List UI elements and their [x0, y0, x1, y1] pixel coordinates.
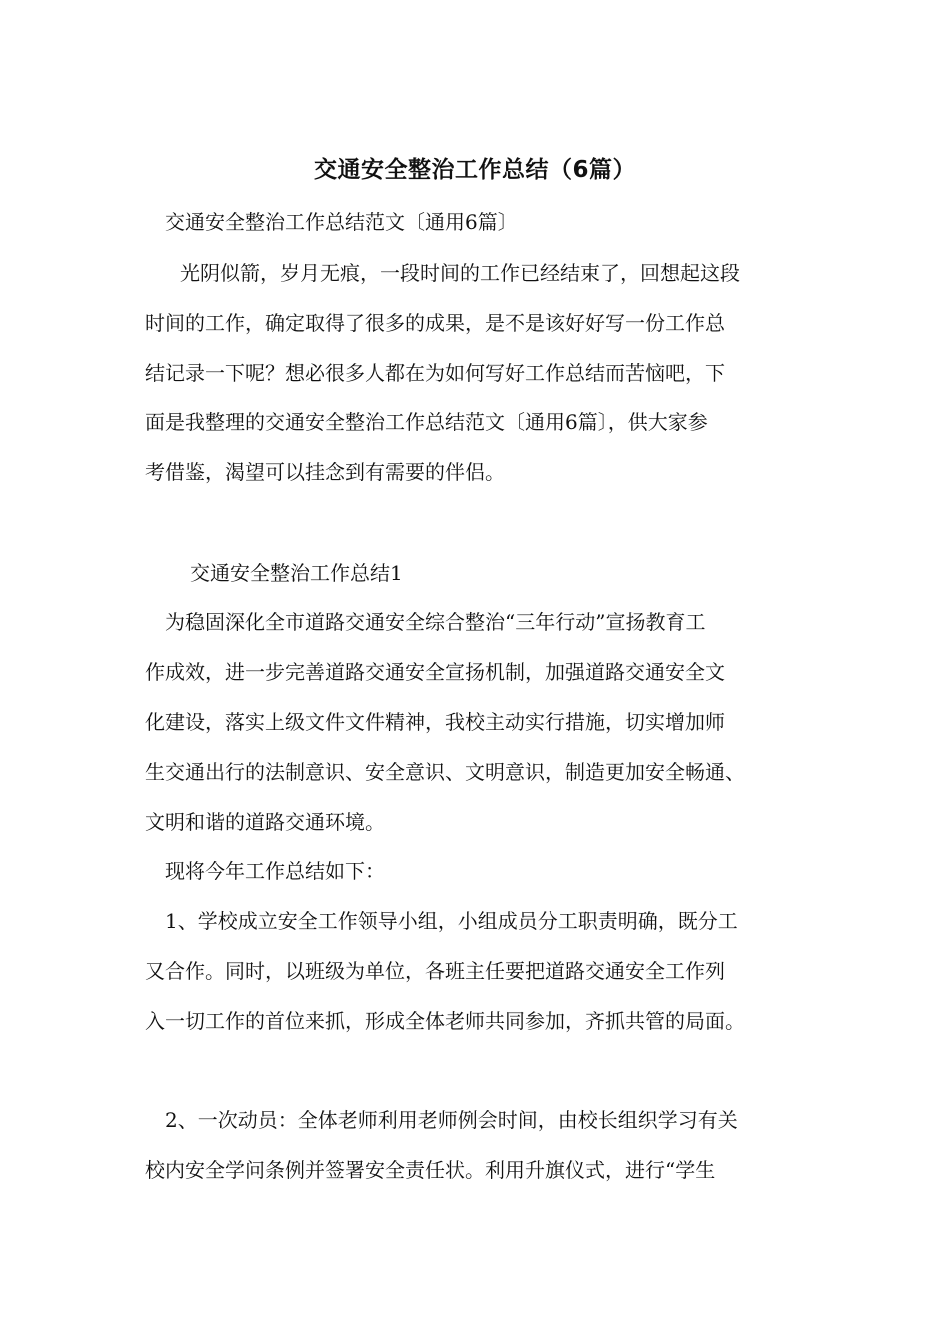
intro-line: 时间的工作，确定取得了很多的成果，是不是该好好写一份工作总 [145, 311, 725, 335]
body-line: 又合作。同时，以班级为单位，各班主任要把道路交通安全工作列 [145, 959, 725, 983]
document-title: 交通安全整治工作总结（6篇） [313, 157, 636, 183]
intro-line: 光阴似箭，岁月无痕，一段时间的工作已经结束了，回想起这段 [180, 261, 740, 285]
body-line: 校内安全学问条例并签署安全责任状。利用升旗仪式，进行“学生 [145, 1158, 716, 1182]
body-line: 为稳固深化全市道路交通安全综合整治“三年行动”宣扬教育工 [165, 610, 706, 634]
body-line: 2、一次动员：全体老师利用老师例会时间，由校长组织学习有关 [165, 1108, 738, 1132]
body-line: 化建设，落实上级文件文件精神，我校主动实行措施，切实增加师 [145, 710, 725, 734]
intro-line: 考借鉴，渴望可以挂念到有需要的伴侣。 [145, 460, 505, 484]
body-line: 文明和谐的道路交通环境。 [145, 810, 385, 834]
section-heading: 交通安全整治工作总结1 [190, 561, 403, 585]
body-line: 1、学校成立安全工作领导小组，小组成员分工职责明确，既分工 [165, 909, 738, 933]
body-line: 作成效，进一步完善道路交通安全宣扬机制，加强道路交通安全文 [145, 660, 725, 684]
intro-line: 结记录一下呢？想必很多人都在为如何写好工作总结而苦恼吧，下 [145, 361, 725, 385]
document-subtitle: 交通安全整治工作总结范文〔通用6篇〕 [165, 210, 518, 234]
summary-intro: 现将今年工作总结如下： [165, 859, 385, 883]
body-line: 入一切工作的首位来抓，形成全体老师共同参加，齐抓共管的局面。 [145, 1009, 745, 1033]
body-line: 生交通出行的法制意识、安全意识、文明意识，制造更加安全畅通、 [145, 760, 745, 784]
intro-line: 面是我整理的交通安全整治工作总结范文〔通用6篇〕，供大家参 [145, 410, 708, 434]
